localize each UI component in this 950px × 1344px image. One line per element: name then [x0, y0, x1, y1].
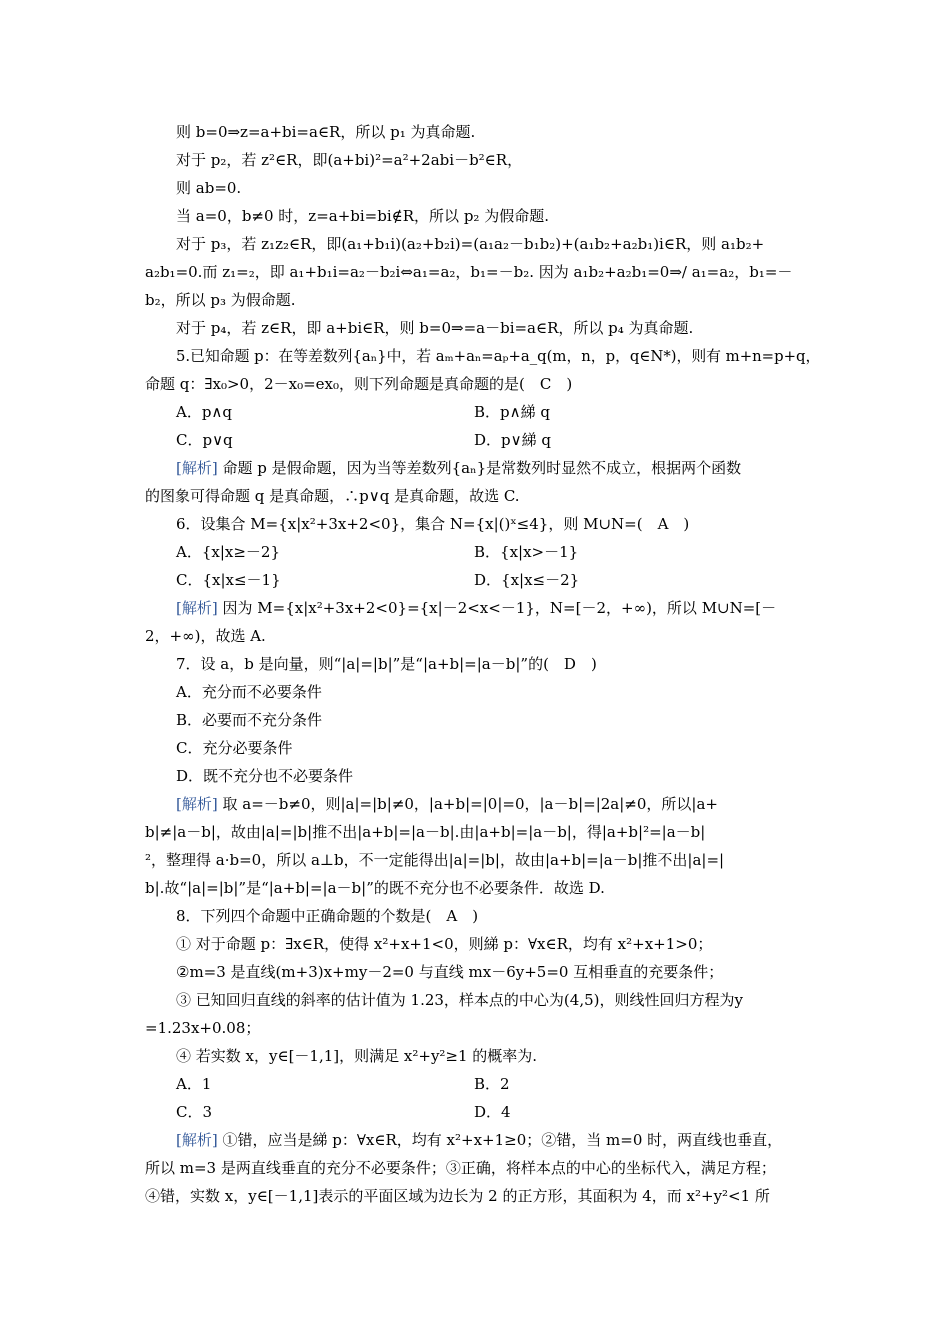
- text-line: 则 b=0⇒z=a+bi=a∈R，所以 p₁ 为真命题.: [176, 123, 476, 141]
- question-7-stem: 7．设 a，b 是向量，则“|a|=|b|”是“|a+b|=|a－b|”的( D ): [176, 655, 597, 673]
- analysis-line: [176, 794, 718, 814]
- text-line: 则 ab=0.: [176, 179, 242, 197]
- option-b: B．{x|x>－1}: [474, 543, 579, 561]
- analysis-line: [176, 598, 776, 618]
- analysis-text: 2，+∞)，故选 A.: [145, 627, 266, 645]
- option-a: A．{x|x≥－2}: [176, 543, 281, 561]
- option-a: A．充分而不必要条件: [176, 683, 322, 701]
- option-c: C．{x|x≤－1}: [176, 571, 281, 589]
- option-d: D．{x|x≤－2}: [474, 571, 580, 589]
- analysis-tag: [解析]: [176, 459, 218, 477]
- statement-3: =1.23x+0.08；: [145, 1019, 261, 1037]
- option-d: D．既不充分也不必要条件: [176, 767, 354, 785]
- analysis-tag: [解析]: [176, 1131, 218, 1149]
- option-d: D．4: [474, 1103, 511, 1121]
- question-5-stem: 5.已知命题 p：在等差数列{aₙ}中，若 aₘ+aₙ=aₚ+a_q(m，n，p，q∈N*)，则有 m+n=p+q，: [176, 347, 821, 365]
- statement-3: ③ 已知回归直线的斜率的估计值为 1.23，样本点的中心为(4,5)，则线性回归方程为y: [176, 991, 743, 1009]
- analysis-text: b|.故“|a|=|b|”是“|a+b|=|a－b|”的既不充分也不必要条件．故选 D.: [145, 879, 605, 897]
- analysis-text: ①错，应当是綈 p：∀x∈R，均有 x²+x+1≥0；②错，当 m=0 时，两直线也垂直，: [222, 1131, 783, 1149]
- option-a: A．p∧q: [176, 403, 233, 421]
- option-b: B．2: [474, 1075, 510, 1093]
- option-b: B．必要而不充分条件: [176, 711, 323, 729]
- question-8-stem: 8．下列四个命题中正确命题的个数是( A ): [176, 907, 479, 925]
- option-c: C．3: [176, 1103, 213, 1121]
- text-line: 对于 p₂，若 z²∈R，即(a+bi)²=a²+2abi－b²∈R，: [176, 151, 523, 169]
- analysis-text: 的图象可得命题 q 是真命题，∴p∨q 是真命题，故选 C.: [145, 487, 520, 505]
- analysis-line: [176, 458, 741, 478]
- option-a: A．1: [176, 1075, 212, 1093]
- analysis-tag: [解析]: [176, 599, 218, 617]
- analysis-line: [176, 1130, 782, 1150]
- option-c: C．充分必要条件: [176, 739, 293, 757]
- text-line: b₂，所以 p₃ 为假命题.: [145, 291, 296, 309]
- analysis-text: 命题 p 是假命题，因为当等差数列{aₙ}是常数列时显然不成立，根据两个函数: [222, 459, 742, 477]
- option-c: C．p∨q: [176, 431, 233, 449]
- analysis-text: 取 a=－b≠0，则|a|=|b|≠0，|a+b|=|0|=0，|a－b|=|2a|≠0，所以|a+: [222, 795, 718, 813]
- analysis-tag: [解析]: [176, 795, 218, 813]
- question-5-stem: 命题 q：∃x₀>0，2－x₀=ex₀，则下列命题是真命题的是( C ): [145, 375, 573, 393]
- text-line: 当 a=0，b≠0 时，z=a+bi=bi∉R，所以 p₂ 为假命题.: [176, 207, 549, 225]
- question-6-stem: 6．设集合 M={x|x²+3x+2<0}，集合 N={x|()ˣ≤4}，则 M∪N=( A ): [176, 515, 690, 533]
- analysis-text: 因为 M={x|x²+3x+2<0}={x|－2<x<－1}，N=[－2，+∞)，所以 M∪N=[－: [222, 599, 777, 617]
- text-line: a₂b₁=0.而 z₁=₂，即 a₁+b₁i=a₂－b₂i⇔a₁=a₂，b₁=－b₂. 因为 a₁b₂+a₂b₁=0⇒/ a₁=a₂，b₁=－: [145, 263, 793, 281]
- statement-4: ④ 若实数 x，y∈[－1,1]，则满足 x²+y²≥1 的概率为.: [176, 1047, 538, 1065]
- analysis-text: b|≠|a－b|，故由|a|=|b|推不出|a+b|=|a－b|.由|a+b|=|a－b|，得|a+b|²=|a－b|: [145, 823, 706, 841]
- option-d: D．p∨綈 q: [474, 431, 551, 449]
- text-line: 对于 p₃，若 z₁z₂∈R，即(a₁+b₁i)(a₂+b₂i)=(a₁a₂－b₁b₂)+(a₁b₂+a₂b₁)i∈R，则 a₁b₂+: [176, 235, 765, 253]
- analysis-text: ²，整理得 a·b=0，所以 a⊥b，不一定能得出|a|=|b|，故由|a+b|=|a－b|推不出|a|=|: [145, 851, 725, 869]
- text-line: 对于 p₄，若 z∈R，即 a+bi∈R，则 b=0⇒=a－bi=a∈R，所以 p₄ 为真命题.: [176, 319, 694, 337]
- option-b: B．p∧綈 q: [474, 403, 550, 421]
- statement-2: ②m=3 是直线(m+3)x+my－2=0 与直线 mx－6y+5=0 互相垂直的充要条件；: [176, 963, 724, 981]
- statement-1: ① 对于命题 p：∃x∈R，使得 x²+x+1<0，则綈 p：∀x∈R，均有 x²+x+1>0；: [176, 935, 713, 953]
- analysis-text: 所以 m=3 是两直线垂直的充分不必要条件；③正确，将样本点的中心的坐标代入，满足方程；: [145, 1159, 776, 1177]
- analysis-text: ④错，实数 x，y∈[－1,1]表示的平面区域为边长为 2 的正方形，其面积为 4，而 x²+y²<1 所: [145, 1187, 770, 1205]
